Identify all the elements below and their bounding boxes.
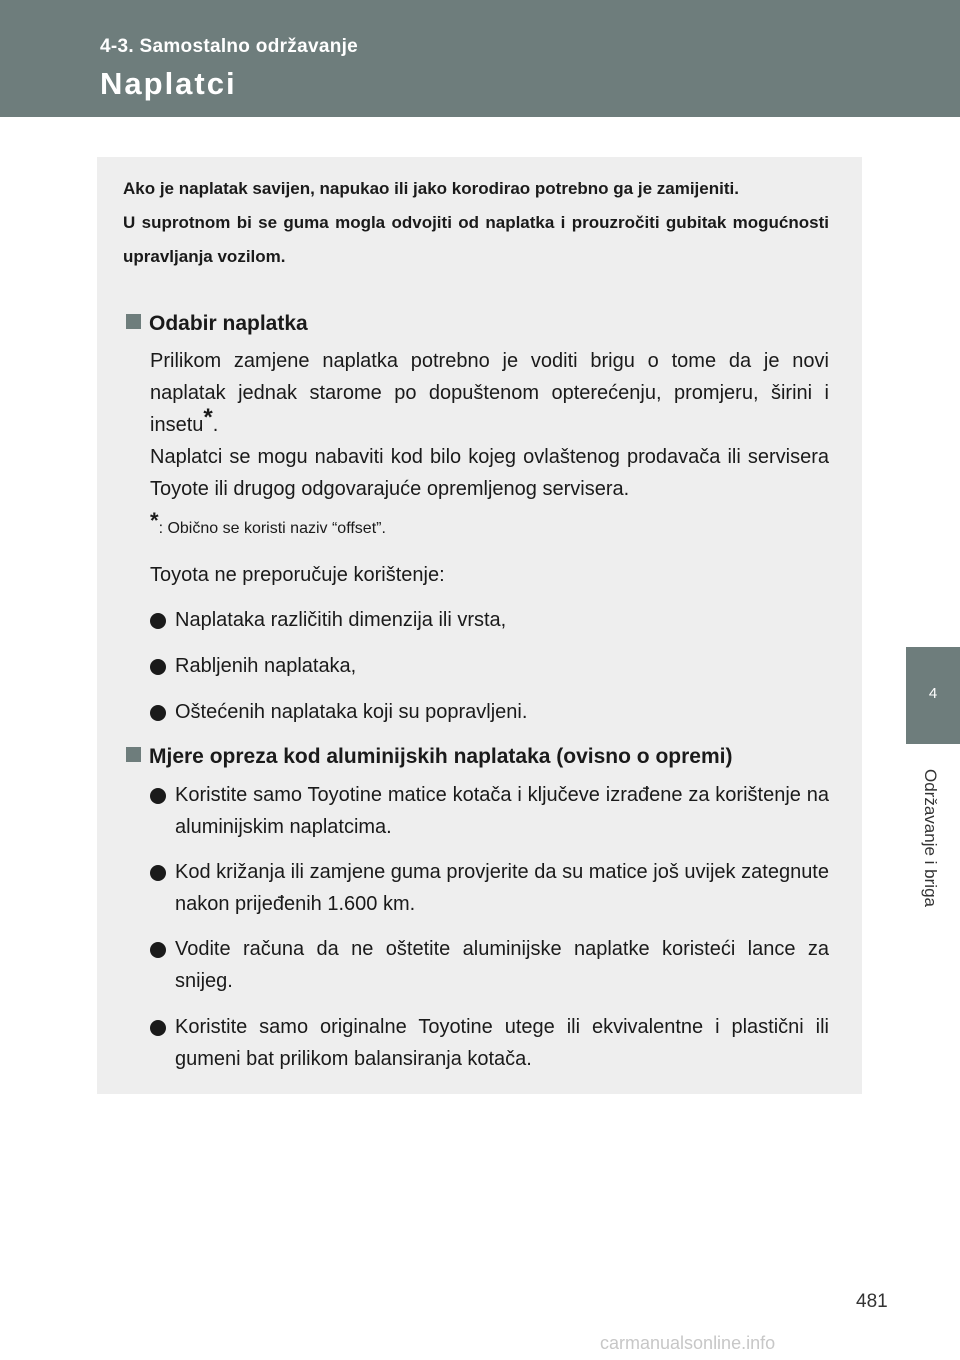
- bullet-dot-icon: [150, 659, 166, 675]
- list-item: [150, 933, 829, 997]
- list-item-text: Koristite samo Toyotine matice kotača i ključeve izrađene za korištenje na aluminijskim naplatcima.: [175, 784, 829, 838]
- chapter-tab: [906, 647, 960, 744]
- section-heading-text: Mjere opreza kod aluminijskih naplataka (ovisno o opremi): [149, 745, 733, 768]
- list-item: [150, 779, 829, 843]
- footnote-star: *: [150, 508, 159, 533]
- list-item-text: Naplataka različitih dimenzija ili vrsta,: [175, 609, 507, 631]
- bullet-dot-icon: [150, 705, 166, 721]
- section-heading-rim-selection: [126, 312, 308, 336]
- intro-text: [123, 172, 829, 274]
- paragraph-end: .: [212, 414, 219, 436]
- footnote-text: : Obično se koristi naziv “offset”.: [158, 520, 386, 537]
- list-item: [150, 1011, 829, 1075]
- bullet-dot-icon: [150, 788, 166, 804]
- list-item: [150, 604, 829, 636]
- page-title: Naplatci: [100, 66, 237, 101]
- page-number: 481: [856, 1291, 888, 1312]
- list-item-text: Vodite računa da ne oštetite aluminijske naplatke koristeći lance za snijeg.: [175, 938, 829, 992]
- section-label: 4-3. Samostalno održavanje: [100, 36, 359, 57]
- list-item-text: Kod križanja ili zamjene guma provjerite da su matice još uvijek zategnute nakon prijeđenih 1.600 km.: [175, 861, 829, 915]
- intro-line-1: Ako je naplatak savijen, napukao ili jako korodirao potrebno ga je zamijeniti.: [123, 179, 739, 198]
- list-item: [150, 696, 829, 728]
- list-item-text: Rabljenih naplataka,: [175, 655, 357, 677]
- rim-selection-text: [150, 345, 829, 505]
- intro-line-2: U suprotnom bi se guma mogla odvojiti od naplatka i prouzročiti gubitak mogućnosti upravljanja vozilom.: [123, 213, 829, 266]
- bullet-dot-icon: [150, 942, 166, 958]
- bullet-dot-icon: [150, 613, 166, 629]
- square-bullet-icon: [126, 747, 141, 762]
- bullet-dot-icon: [150, 1020, 166, 1036]
- square-bullet-icon: [126, 314, 141, 329]
- list-item: [150, 856, 829, 920]
- paragraph-text: Prilikom zamjene naplatka potrebno je voditi brigu o tome da je novi naplatak jednak starome po dopuštenom opterećenju, promjeru, širini i insetu: [150, 350, 829, 436]
- footnote: [150, 508, 386, 538]
- recommend-intro: Toyota ne preporučuje korištenje:: [150, 564, 445, 586]
- rim-selection-paragraph-2: Naplatci se mogu nabaviti kod bilo kojeg ovlaštenog prodavača ili servisera Toyote ili drugog odgovarajuće opremljenog servisera.: [150, 446, 829, 500]
- footnote-marker: *: [203, 404, 213, 431]
- section-heading-aluminium-rims: [126, 745, 732, 769]
- watermark: carmanualsonline.info: [600, 1333, 776, 1353]
- bullet-dot-icon: [150, 865, 166, 881]
- list-item-text: Oštećenih naplataka koji su popravljeni.: [175, 701, 528, 723]
- list-item-text: Koristite samo originalne Toyotine utege ili ekvivalentne i plastični ili gumeni bat prilikom balansiranja kotača.: [175, 1016, 829, 1070]
- list-item: [150, 650, 829, 682]
- section-heading-text: Odabir naplatka: [149, 312, 308, 335]
- rim-selection-paragraph-1: [150, 345, 829, 441]
- chapter-label: Održavanje i briga: [921, 769, 940, 907]
- chapter-number: 4: [928, 685, 938, 702]
